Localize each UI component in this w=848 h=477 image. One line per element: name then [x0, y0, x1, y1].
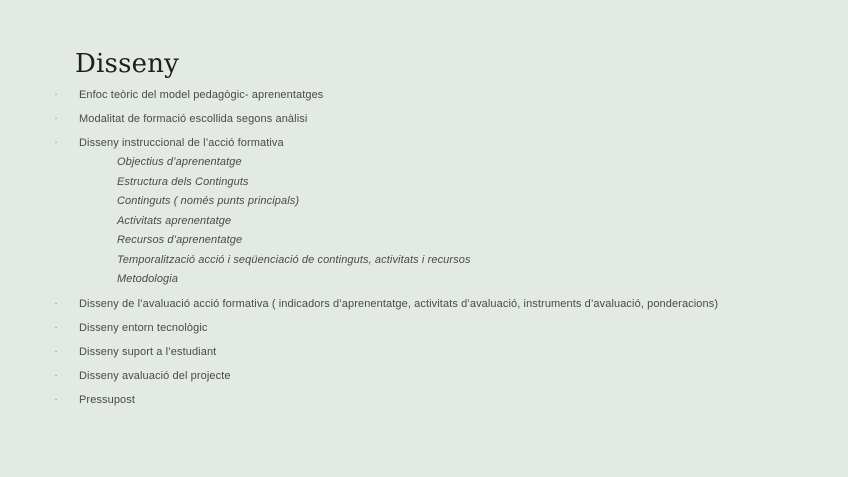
bullet-icon: ·	[54, 322, 58, 333]
sub-list-item: Temporalització acció i seqüenciació de continguts, activitats i recursos	[117, 254, 471, 266]
bullet-icon: ·	[54, 370, 58, 381]
sub-list-item: Activitats aprenentatge	[117, 215, 232, 227]
sub-list-item: Objectius d’aprenentatge	[117, 156, 242, 168]
bullet-icon: ·	[54, 346, 58, 357]
list-item-text: Disseny suport a l’estudiant	[79, 346, 217, 358]
bullet-icon: ·	[54, 394, 58, 405]
bullet-icon: ·	[54, 298, 58, 309]
bullet-icon: ·	[54, 113, 58, 124]
list-item-text: Pressupost	[79, 394, 136, 406]
sub-list-item: Continguts ( només punts principals)	[117, 195, 300, 207]
list-item-text: Enfoc teòric del model pedagògic- aprenentatges	[79, 89, 324, 101]
list-item-text: Disseny entorn tecnològic	[79, 322, 208, 334]
sub-list-item: Estructura dels Continguts	[117, 176, 249, 188]
list-item-text: Disseny de l’avaluació acció formativa ( indicadors d’aprenentatge, activitats d’avaluació, instruments d’avaluació, ponderacions)	[79, 298, 719, 310]
slide-title: Disseny	[75, 49, 180, 79]
sub-list-item: Recursos d’aprenentatge	[117, 234, 243, 246]
list-item-text: Modalitat de formació escollida segons anàlisi	[79, 113, 308, 125]
list-item-text: Disseny avaluació del projecte	[79, 370, 231, 382]
sub-list-item: Metodologia	[117, 273, 179, 285]
list-item-text: Disseny instruccional de l’acció formativa	[79, 137, 284, 149]
bullet-icon: ·	[54, 137, 58, 148]
bullet-icon: ·	[54, 89, 58, 100]
